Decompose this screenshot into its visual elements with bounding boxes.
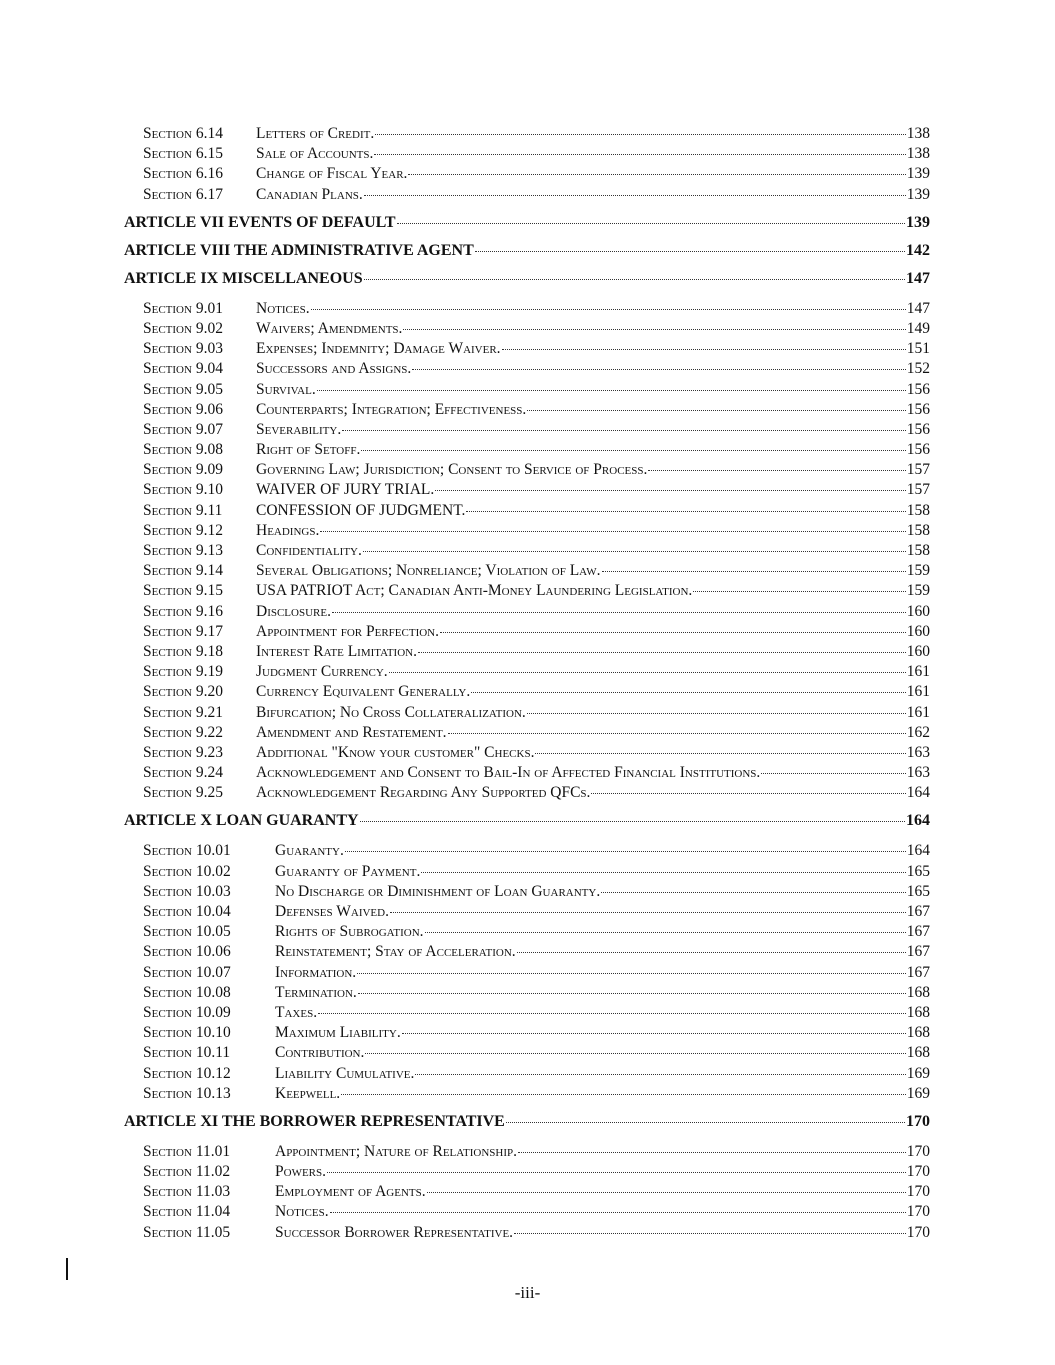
toc-entry[interactable] — [124, 582, 930, 602]
dot-leader — [408, 174, 905, 175]
section-title: Bifurcation; No Cross Collateralization. — [256, 703, 526, 721]
article-title: ARTICLE VIII THE ADMINISTRATIVE AGENT — [124, 241, 474, 259]
toc-entry[interactable] — [124, 764, 930, 784]
dot-leader — [358, 993, 906, 994]
dot-leader — [591, 793, 905, 794]
section-title: CONFESSION OF JUDGMENT. — [256, 501, 466, 519]
section-title: No Discharge or Diminishment of Loan Guaranty. — [275, 882, 601, 900]
page-ref: 157 — [906, 481, 930, 499]
section-number: Section 10.06 — [143, 943, 231, 961]
section-number: Section 10.12 — [143, 1064, 231, 1082]
section-number: Section 9.01 — [143, 299, 223, 317]
page-ref: 156 — [906, 380, 930, 398]
dot-leader — [648, 470, 905, 471]
page-ref: 164 — [906, 812, 930, 830]
toc-entry[interactable] — [124, 663, 930, 683]
page-ref: 139 — [906, 165, 930, 183]
article-heading[interactable] — [124, 812, 930, 830]
section-title: Amendment and Restatement. — [256, 723, 447, 741]
dot-leader — [365, 1053, 905, 1054]
section-number: Section 9.02 — [143, 319, 223, 337]
page-ref: 151 — [906, 340, 930, 358]
toc-entry[interactable] — [124, 1024, 930, 1044]
page-ref: 149 — [906, 319, 930, 337]
page-ref: 167 — [906, 943, 930, 961]
toc-entry[interactable] — [124, 984, 930, 1004]
section-title: Expenses; Indemnity; Damage Waiver. — [256, 340, 501, 358]
section-title: Disclosure. — [256, 602, 331, 620]
page-ref: 170 — [906, 1112, 930, 1130]
section-title: Guaranty. — [275, 842, 344, 860]
page-ref: 160 — [906, 622, 930, 640]
page-ref: 167 — [906, 903, 930, 920]
toc-entry[interactable] — [124, 643, 930, 663]
section-group-10 — [124, 842, 930, 1104]
page-ref: 139 — [906, 213, 930, 231]
page-ref: 169 — [906, 1084, 930, 1102]
toc-entry[interactable] — [124, 842, 930, 862]
toc-entry[interactable] — [124, 522, 930, 542]
dot-leader — [389, 672, 906, 673]
dot-leader — [364, 279, 905, 280]
page-ref: 167 — [906, 923, 930, 941]
section-number: Section 11.03 — [143, 1183, 231, 1201]
section-title: Currency Equivalent Generally. — [256, 683, 471, 701]
section-number: Section 10.10 — [143, 1024, 231, 1042]
table-of-contents — [124, 125, 930, 1244]
dot-leader — [448, 733, 906, 734]
section-number: Section 9.20 — [143, 683, 223, 701]
toc-entry[interactable] — [124, 360, 930, 380]
page-ref: 168 — [906, 1044, 930, 1062]
section-title: Contribution. — [275, 1044, 365, 1062]
section-group-9 — [124, 300, 930, 805]
page-ref: 170 — [906, 1142, 930, 1160]
page-ref: 169 — [906, 1064, 930, 1082]
page-ref: 158 — [906, 542, 930, 559]
dot-leader — [535, 753, 905, 754]
section-number: Section 9.21 — [143, 703, 223, 721]
page-ref: 159 — [906, 562, 930, 580]
section-title: Appointment; Nature of Relationship. — [275, 1142, 517, 1160]
page-ref: 161 — [906, 663, 930, 681]
section-number: Section 9.07 — [143, 420, 223, 438]
dot-leader — [761, 773, 905, 774]
section-number: Section 9.24 — [143, 764, 223, 782]
page-ref: 170 — [906, 1223, 930, 1241]
dot-leader — [361, 450, 905, 451]
section-number: Section 9.14 — [143, 562, 223, 580]
toc-entry[interactable] — [124, 300, 930, 320]
section-number: Section 9.15 — [143, 582, 223, 600]
article-heading[interactable] — [124, 214, 930, 232]
dot-leader — [360, 821, 905, 822]
toc-entry[interactable] — [124, 1044, 930, 1064]
section-title: Headings. — [256, 521, 320, 539]
section-title: Notices. — [275, 1203, 329, 1221]
toc-entry[interactable] — [124, 125, 930, 145]
section-number: Section 9.22 — [143, 723, 223, 741]
toc-entry[interactable] — [124, 883, 930, 903]
section-title: Employment of Agents. — [275, 1183, 426, 1201]
dot-leader — [421, 872, 905, 873]
page-ref: 170 — [906, 1183, 930, 1201]
page-ref: 163 — [906, 743, 930, 761]
section-number: Section 9.12 — [143, 521, 223, 539]
page-ref: 156 — [906, 420, 930, 438]
page-ref: 147 — [906, 299, 930, 317]
section-title: Right of Setoff. — [256, 441, 361, 459]
toc-entry[interactable] — [124, 562, 930, 582]
page-ref: 138 — [906, 125, 930, 142]
dot-leader — [375, 134, 906, 135]
section-title: Letters of Credit. — [256, 125, 375, 142]
dot-leader — [527, 410, 905, 411]
section-title: Rights of Subrogation. — [275, 923, 424, 941]
section-title: Governing Law; Jurisdiction; Consent to Service of Process. — [256, 461, 648, 479]
section-title: Waivers; Amendments. — [256, 319, 403, 337]
toc-entry[interactable] — [124, 502, 930, 522]
dot-leader — [318, 1013, 906, 1014]
toc-entry[interactable] — [124, 923, 930, 943]
dot-leader — [403, 329, 905, 330]
section-title: Acknowledgement and Consent to Bail-In of Affected Financial Institutions. — [256, 764, 761, 782]
section-number: Section 10.02 — [143, 862, 231, 880]
toc-entry[interactable] — [124, 964, 930, 984]
page-ref: 160 — [906, 602, 930, 620]
section-number: Section 11.01 — [143, 1142, 231, 1160]
dot-leader — [363, 551, 906, 552]
toc-entry[interactable] — [124, 863, 930, 883]
toc-entry[interactable] — [124, 1183, 930, 1203]
page-ref: 138 — [906, 145, 930, 163]
page-ref: 156 — [906, 441, 930, 459]
section-title: Information. — [275, 963, 357, 981]
section-number: Section 6.17 — [143, 185, 223, 203]
section-title: Successors and Assigns. — [256, 360, 412, 378]
section-title: Acknowledgement Regarding Any Supported QFCs. — [256, 784, 591, 802]
section-title: Keepwell. — [275, 1084, 341, 1102]
section-number: Section 9.08 — [143, 441, 223, 459]
section-number: Section 10.13 — [143, 1084, 231, 1102]
dot-leader — [397, 223, 905, 224]
page-ref: 160 — [906, 642, 930, 660]
toc-entry[interactable] — [124, 481, 930, 501]
dot-leader — [364, 195, 906, 196]
section-number: Section 10.05 — [143, 923, 231, 941]
section-title: Counterparts; Integration; Effectiveness. — [256, 400, 527, 418]
dot-leader — [311, 309, 906, 310]
page-ref: 152 — [906, 360, 930, 378]
toc-entry[interactable] — [124, 340, 930, 360]
toc-entry[interactable] — [124, 401, 930, 421]
section-number: Section 9.18 — [143, 642, 223, 660]
dot-leader — [475, 251, 905, 252]
dot-leader — [320, 531, 905, 532]
section-title: Judgment Currency. — [256, 663, 388, 681]
section-title: Survival. — [256, 380, 316, 398]
page-ref: 158 — [906, 501, 930, 519]
dot-leader — [527, 713, 906, 714]
dot-leader — [415, 1074, 905, 1075]
section-title: Taxes. — [275, 1003, 318, 1021]
page-ref: 165 — [906, 882, 930, 900]
section-title: Powers. — [275, 1163, 326, 1181]
page-ref: 167 — [906, 963, 930, 981]
toc-entry[interactable] — [124, 1203, 930, 1223]
section-number: Section 6.15 — [143, 145, 223, 163]
dot-leader — [425, 932, 906, 933]
section-number: Section 6.16 — [143, 165, 223, 183]
toc-entry[interactable] — [124, 903, 930, 923]
article-heading[interactable] — [124, 1113, 930, 1131]
section-title: Several Obligations; Nonreliance; Violation of Law. — [256, 562, 601, 580]
dot-leader — [435, 490, 905, 491]
toc-entry[interactable] — [124, 744, 930, 764]
toc-entry[interactable] — [124, 704, 930, 724]
dot-leader — [390, 912, 906, 913]
section-number: Section 9.03 — [143, 340, 223, 358]
page-number: -iii- — [514, 1283, 541, 1302]
section-title: Canadian Plans. — [256, 185, 363, 203]
page-ref: 161 — [906, 683, 930, 701]
page-ref: 165 — [906, 862, 930, 880]
toc-entry[interactable] — [124, 1224, 930, 1244]
page-ref: 142 — [906, 241, 930, 259]
dot-leader — [341, 1094, 906, 1095]
section-title: Termination. — [275, 983, 357, 1001]
toc-entry[interactable] — [124, 421, 930, 441]
dot-leader — [374, 154, 905, 155]
section-title: WAIVER OF JURY TRIAL. — [256, 481, 435, 499]
toc-entry[interactable] — [124, 145, 930, 165]
section-title: Notices. — [256, 299, 310, 317]
section-group-11 — [124, 1143, 930, 1244]
toc-entry[interactable] — [124, 1004, 930, 1024]
section-number: Section 10.01 — [143, 842, 231, 860]
toc-entry[interactable] — [124, 683, 930, 703]
section-title: Defenses Waived. — [275, 903, 389, 920]
dot-leader — [518, 1152, 906, 1153]
page-ref: 158 — [906, 521, 930, 539]
dot-leader — [317, 390, 906, 391]
toc-entry[interactable] — [124, 542, 930, 562]
dot-leader — [345, 851, 906, 852]
dot-leader — [502, 349, 906, 350]
dot-leader — [332, 612, 906, 613]
section-title: Additional "Know your customer" Checks. — [256, 743, 535, 761]
toc-entry[interactable] — [124, 441, 930, 461]
dot-leader — [517, 952, 906, 953]
page-ref: 162 — [906, 723, 930, 741]
section-title: Guaranty of Payment. — [275, 862, 421, 880]
section-group-6 — [124, 125, 930, 206]
article-heading[interactable] — [124, 242, 930, 260]
toc-entry[interactable] — [124, 461, 930, 481]
page-ref: 157 — [906, 461, 930, 479]
article-title: ARTICLE IX MISCELLANEOUS — [124, 269, 363, 287]
toc-entry[interactable] — [124, 165, 930, 185]
section-number: Section 10.09 — [143, 1003, 231, 1021]
section-title: Successor Borrower Representative. — [275, 1223, 514, 1241]
dot-leader — [412, 369, 905, 370]
section-number: Section 9.09 — [143, 461, 223, 479]
section-title: Maximum Liability. — [275, 1024, 401, 1042]
page-ref: 139 — [906, 185, 930, 203]
text-cursor — [66, 1258, 68, 1280]
section-title: Appointment for Perfection. — [256, 622, 440, 640]
section-title: Sale of Accounts. — [256, 145, 374, 163]
section-number: Section 6.14 — [143, 125, 223, 142]
section-number: Section 9.16 — [143, 602, 223, 620]
page-ref: 147 — [906, 269, 930, 287]
dot-leader — [357, 973, 906, 974]
page-ref: 168 — [906, 1003, 930, 1021]
toc-entry[interactable] — [124, 1163, 930, 1183]
toc-entry[interactable] — [124, 320, 930, 340]
article-heading[interactable] — [124, 270, 930, 288]
dot-leader — [327, 1172, 906, 1173]
article-title: ARTICLE X LOAN GUARANTY — [124, 812, 359, 830]
page-ref: 170 — [906, 1163, 930, 1181]
section-number: Section 9.06 — [143, 400, 223, 418]
toc-entry[interactable] — [124, 186, 930, 206]
page-ref: 156 — [906, 400, 930, 418]
dot-leader — [418, 652, 906, 653]
section-title: Liability Cumulative. — [275, 1064, 415, 1082]
section-number: Section 9.04 — [143, 360, 223, 378]
section-title: Interest Rate Limitation. — [256, 642, 417, 660]
article-title: ARTICLE VII EVENTS OF DEFAULT — [124, 213, 396, 231]
section-number: Section 11.04 — [143, 1203, 231, 1221]
section-title: Change of Fiscal Year. — [256, 165, 408, 183]
toc-entry[interactable] — [124, 381, 930, 401]
dot-leader — [440, 632, 906, 633]
toc-entry[interactable] — [124, 784, 930, 804]
dot-leader — [601, 892, 906, 893]
section-number: Section 9.19 — [143, 663, 223, 681]
section-title: Confidentiality. — [256, 542, 362, 559]
dot-leader — [693, 591, 905, 592]
section-number: Section 9.23 — [143, 743, 223, 761]
section-number: Section 10.11 — [143, 1044, 231, 1062]
page-ref: 161 — [906, 703, 930, 721]
section-number: Section 9.10 — [143, 481, 223, 499]
page-ref: 159 — [906, 582, 930, 600]
dot-leader — [402, 1033, 906, 1034]
dot-leader — [427, 1192, 906, 1193]
section-number: Section 10.04 — [143, 903, 231, 920]
section-number: Section 10.03 — [143, 882, 231, 900]
section-number: Section 11.02 — [143, 1163, 231, 1181]
page-ref: 168 — [906, 983, 930, 1001]
page-ref: 164 — [906, 842, 930, 860]
dot-leader — [466, 511, 905, 512]
section-number: Section 9.11 — [143, 501, 223, 519]
toc-entry[interactable] — [124, 623, 930, 643]
toc-entry[interactable] — [124, 1065, 930, 1085]
toc-entry[interactable] — [124, 943, 930, 963]
toc-entry[interactable] — [124, 1085, 930, 1105]
toc-entry[interactable] — [124, 724, 930, 744]
section-title: USA PATRIOT Act; Canadian Anti-Money Laundering Legislation. — [256, 582, 693, 600]
section-number: Section 10.07 — [143, 963, 231, 981]
section-number: Section 9.13 — [143, 542, 223, 559]
page-ref: 164 — [906, 784, 930, 802]
dot-leader — [471, 692, 905, 693]
dot-leader — [514, 1233, 906, 1234]
section-number: Section 10.08 — [143, 983, 231, 1001]
section-number: Section 9.17 — [143, 622, 223, 640]
page-ref: 163 — [906, 764, 930, 782]
page-ref: 170 — [906, 1203, 930, 1221]
dot-leader — [602, 571, 906, 572]
dot-leader — [342, 430, 906, 431]
dot-leader — [506, 1122, 905, 1123]
section-title: Reinstatement; Stay of Acceleration. — [275, 943, 516, 961]
section-number: Section 9.05 — [143, 380, 223, 398]
toc-entry[interactable] — [124, 603, 930, 623]
toc-entry[interactable] — [124, 1143, 930, 1163]
section-number: Section 9.25 — [143, 784, 223, 802]
section-number: Section 11.05 — [143, 1223, 231, 1241]
dot-leader — [330, 1212, 906, 1213]
article-title: ARTICLE XI THE BORROWER REPRESENTATIVE — [124, 1112, 505, 1130]
section-title: Severability. — [256, 420, 342, 438]
page-ref: 168 — [906, 1024, 930, 1042]
